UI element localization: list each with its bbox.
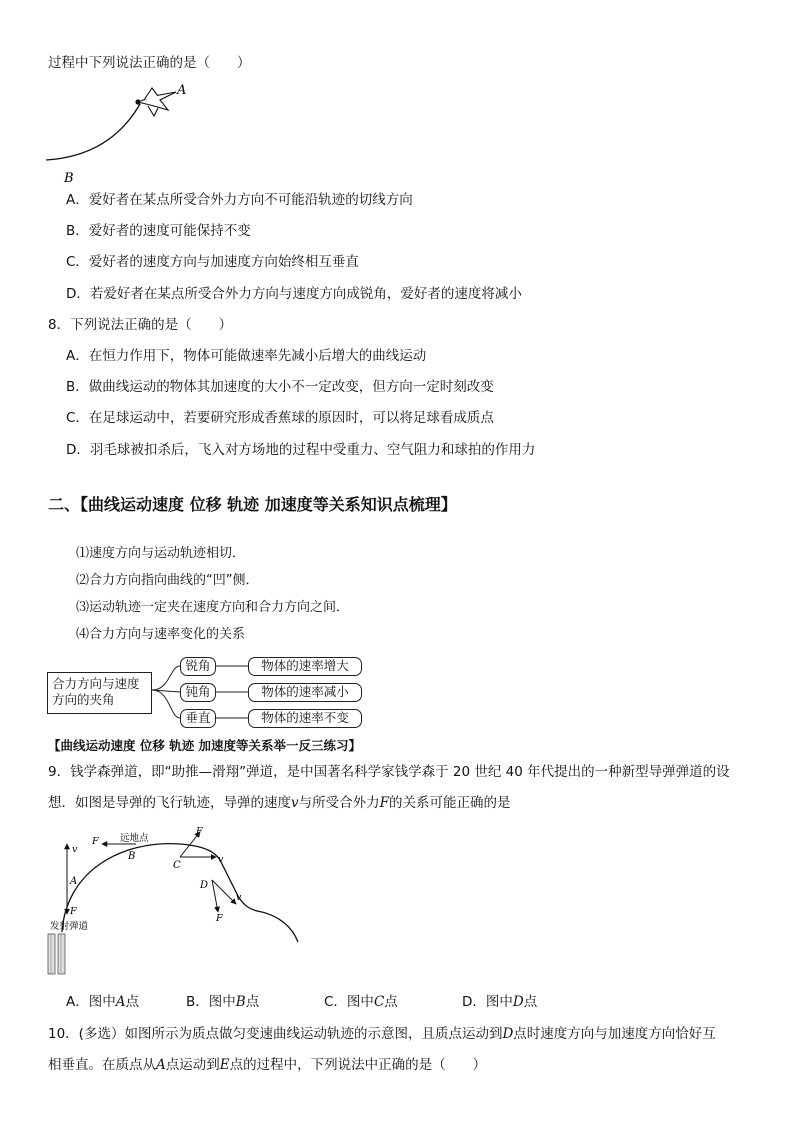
q8-stem: 8．下列说法正确的是（ ） — [48, 317, 233, 333]
q9-fig-c-f: F — [196, 826, 203, 837]
concept-angle-obtuse: 钝角 — [180, 683, 216, 702]
q9-fig-b-f: F — [92, 836, 99, 847]
q9-option-b: B．图中B点 — [186, 994, 260, 1010]
q10-stem-line1 — [48, 1025, 716, 1043]
q9-fig-far-point: 远地点 — [120, 833, 149, 844]
concept-result-decrease: 物体的速率减小 — [248, 683, 362, 702]
q8-option-b: B．做曲线运动的物体其加速度的大小不一定改变，但方向一定时刻改变 — [66, 379, 494, 395]
q7-option-d: D．若爱好者在某点所受合外力方向与速度方向成锐角，爱好者的速度将减小 — [66, 286, 522, 302]
q7-figure — [40, 78, 200, 186]
q9-fig-label-b: B — [128, 851, 136, 862]
q9-stem-line2 — [48, 794, 511, 812]
q9-fig-label-c: C — [173, 860, 181, 871]
q9-figure — [40, 822, 310, 982]
q8-option-a: A．在恒力作用下，物体可能做速率先减小后增大的曲线运动 — [66, 348, 427, 364]
concept-root-line2: 方向的夹角 — [52, 692, 115, 707]
q10-line2-mid: 点运动到 — [165, 1057, 220, 1073]
point-3: ⑶运动轨迹一定夹在速度方向和合力方向之间． — [76, 600, 350, 615]
q9-fig-c-v: v — [218, 854, 224, 865]
concept-root-box — [47, 672, 152, 714]
concept-result-unchanged: 物体的速率不变 — [248, 709, 362, 728]
q7-option-c: C．爱好者的速度方向与加速度方向始终相互垂直 — [66, 254, 359, 270]
q9-fig-d-v: v — [236, 892, 242, 903]
q9-option-d: D．图中D点 — [462, 994, 538, 1010]
q10-stem-line2 — [48, 1056, 486, 1074]
q9-option-c: C．图中C点 — [324, 994, 398, 1010]
q9-line2-prefix: 想．如图是导弹的飞行轨迹，导弹的速度 — [48, 795, 291, 811]
launch-tower-icon — [48, 934, 65, 974]
q9-line1-mid: 世纪 — [474, 764, 502, 780]
q10-var-a: A — [156, 1057, 166, 1073]
section-title: 二、【曲线运动速度 位移 轨迹 加速度等关系知识点梳理】 — [48, 495, 457, 514]
q9-var-f: F — [379, 795, 390, 811]
q9-line1-num: 20 — [452, 764, 471, 780]
q7-trajectory-curve — [46, 104, 140, 160]
q9-line2-suffix: 的关系可能正确的是 — [389, 795, 511, 811]
q8-option-c: C．在足球运动中，若要研究形成香蕉球的原因时，可以将足球看成质点 — [66, 410, 494, 426]
concept-root-line1: 合力方向与速度 — [52, 676, 140, 691]
q10-line1-prefix: 10．(多选）如图所示为质点做匀变速曲线运动轨迹的示意图，且质点运动到 — [48, 1026, 503, 1042]
q7-stem-tail: 过程中下列说法正确的是（ ） — [48, 55, 251, 71]
point-2: ⑵合力方向指向曲线的“凹”侧． — [76, 573, 259, 588]
q9-line2-mid: 与所受合外力 — [298, 795, 380, 811]
q10-var-d: D — [502, 1026, 514, 1042]
q10-var-e: E — [219, 1057, 230, 1073]
q9-line1-suffix: 年代提出的一种新型导弹弹道的设 — [527, 764, 730, 780]
q7-option-a: A．爱好者在某点所受合外力方向不可能沿轨迹的切线方向 — [66, 192, 413, 208]
q10-line2-suffix: 点的过程中，下列说法中正确的是（ ） — [229, 1057, 487, 1073]
q9-var-v: v — [291, 795, 299, 811]
q10-line1-suffix: 点时速度方向与加速度方向恰好互 — [513, 1026, 716, 1042]
q9-line1-prefix: 9．钱学森弹道，即“助推—滑翔”弹道，是中国著名科学家钱学森于 — [48, 764, 449, 780]
q9-fig-d-f: F — [216, 913, 223, 924]
q7-label-a: A — [177, 83, 187, 98]
q9-fig-label-a: A — [70, 876, 78, 887]
q9-line1-num2: 40 — [505, 764, 523, 780]
q9-fig-a-f: F — [70, 906, 77, 917]
missile-trajectory — [62, 844, 298, 942]
point-4: ⑷合力方向与速率变化的关系 — [76, 627, 246, 642]
q7-option-b: B．爱好者的速度可能保持不变 — [66, 223, 251, 239]
concept-angle-right: 垂直 — [180, 709, 216, 728]
point-1: ⑴速度方向与运动轨迹相切． — [76, 546, 246, 561]
practice-title: 【曲线运动速度 位移 轨迹 加速度等关系举一反三练习】 — [48, 738, 362, 753]
q10-line2-prefix: 相垂直。在质点从 — [48, 1057, 156, 1073]
q9-fig-launch-label: 发射弹道 — [50, 921, 89, 932]
q9-stem-line1 — [48, 763, 730, 781]
q9-fig-label-d: D — [200, 880, 209, 891]
q8-option-d: D．羽毛球被扣杀后，飞入对方场地的过程中受重力、空气阻力和球拍的作用力 — [66, 442, 536, 458]
concept-angle-acute: 锐角 — [180, 657, 216, 676]
q9-option-a: A．图中A点 — [66, 994, 139, 1010]
q9-fig-a-v: v — [72, 844, 78, 855]
glider-icon — [138, 88, 176, 116]
q7-label-b: B — [64, 171, 74, 186]
concept-result-increase: 物体的速率增大 — [248, 657, 362, 676]
